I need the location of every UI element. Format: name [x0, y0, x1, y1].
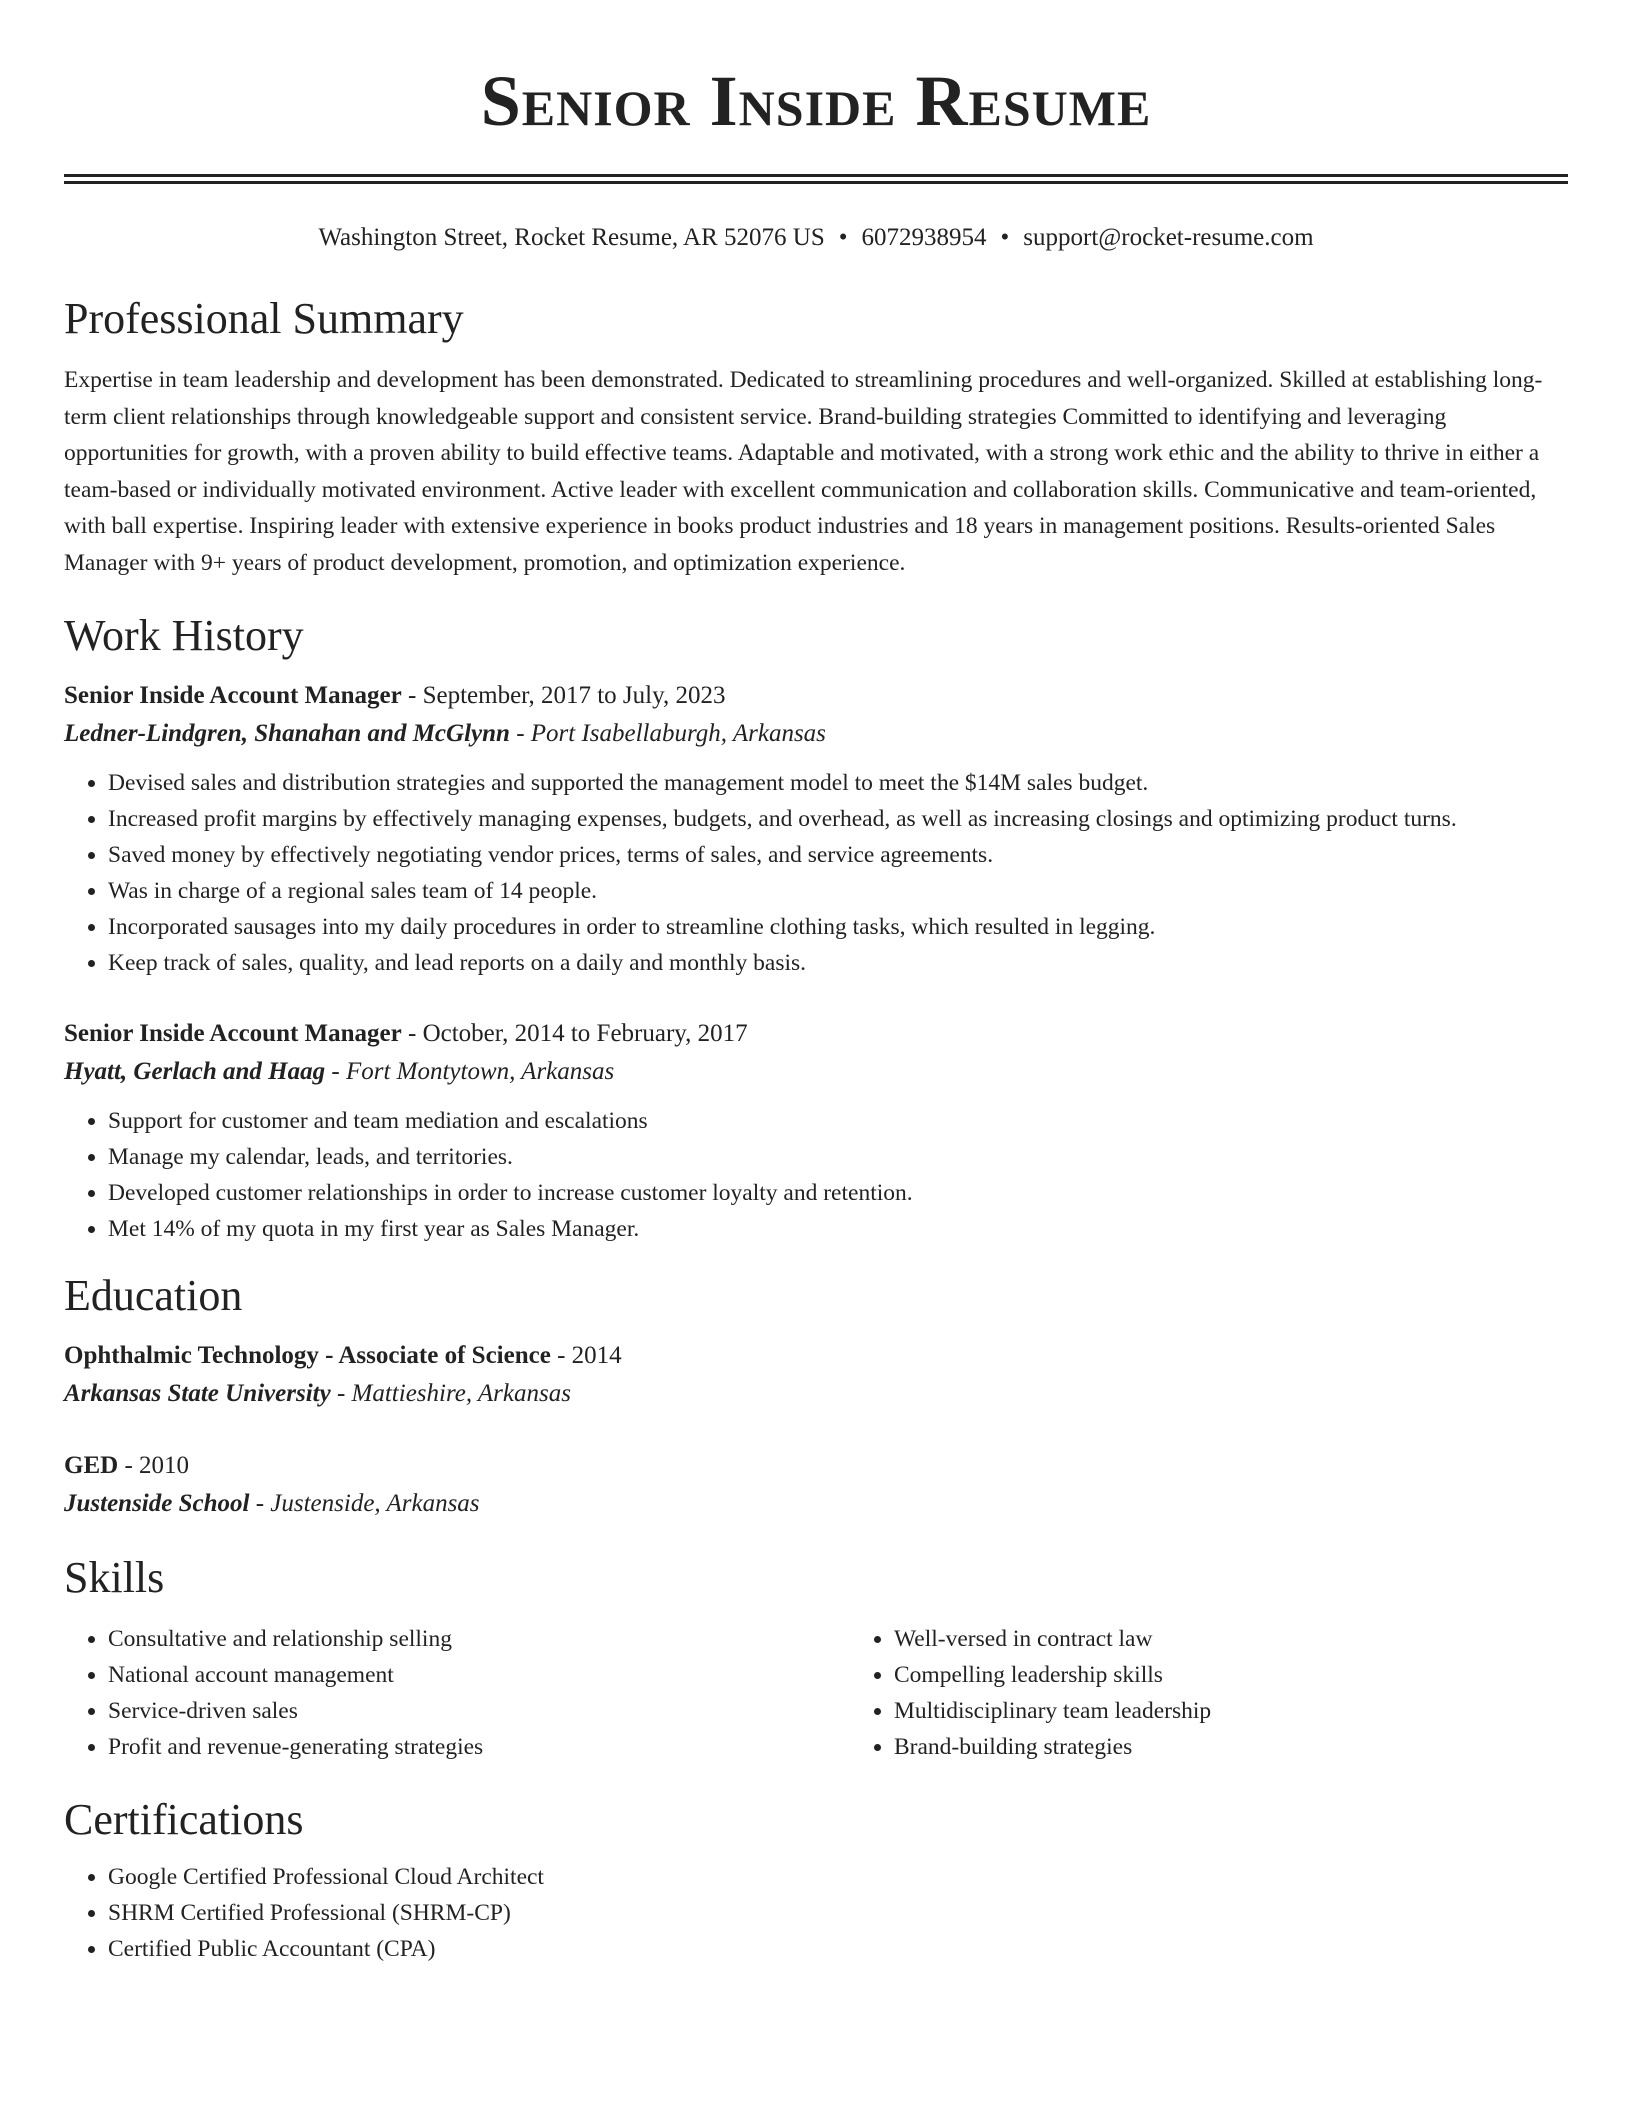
- education-school: Justenside School: [64, 1490, 250, 1517]
- page-title: Senior Inside Resume: [480, 61, 1152, 141]
- education-entry: [64, 1337, 1568, 1413]
- contact-separator: •: [838, 224, 848, 251]
- education-degree-line: [64, 1447, 1568, 1485]
- list-item: • Consultative and relationship selling: [108, 1621, 850, 1657]
- job-title: Senior Inside Account Manager: [64, 1020, 402, 1047]
- job-title-line: [64, 1015, 1568, 1053]
- dash: -: [330, 1380, 352, 1407]
- job-location: Fort Montytown, Arkansas: [345, 1058, 615, 1085]
- summary-text: Expertise in team leadership and development has been demonstrated. Dedicated to streamlining procedures and well-organized. Skilled at establishing long-term client relationships through knowledgeable support and consistent service. Brand-building strategies Committed to identifying and leveraging opportunities for growth, with a proven ability to build effective teams. Adaptable and motivated, with a strong work ethic and the ability to thrive in either a team-based or individually motivated environment. Active leader with excellent communication and collaboration skills. Communicative and team-oriented, with ball expertise. Inspiring leader with extensive experience in books product industries and 18 years in management positions. Results-oriented Sales Manager with 9+ years of product development, promotion, and optimization experience.: [64, 367, 1543, 576]
- list-item: • Keep track of sales, quality, and lead reports on a daily and monthly basis.: [108, 945, 1568, 981]
- list-item: • Multidisciplinary team leadership: [894, 1693, 1568, 1729]
- list-item: • Google Certified Professional Cloud Architect: [108, 1859, 1568, 1895]
- dash: -: [401, 1020, 423, 1047]
- list-item: • Increased profit margins by effectively managing expenses, budgets, and overhead, as well as increasing closings and optimizing product turns.: [108, 801, 1568, 837]
- education-year: 2010: [139, 1452, 190, 1479]
- list-item: • SHRM Certified Professional (SHRM-CP): [108, 1895, 1568, 1931]
- job-location: Port Isabellaburgh, Arkansas: [530, 720, 826, 747]
- skills-list-left: [64, 1621, 850, 1765]
- dash: -: [550, 1342, 572, 1369]
- list-item: • Service-driven sales: [108, 1693, 850, 1729]
- list-item: • Certified Public Accountant (CPA): [108, 1931, 1568, 1967]
- list-item: • Well-versed in contract law: [894, 1621, 1568, 1657]
- job-company-line: [64, 1053, 1568, 1091]
- job-dates: October, 2014 to February, 2017: [422, 1020, 748, 1047]
- list-item: • Compelling leadership skills: [894, 1657, 1568, 1693]
- contact-separator: •: [1000, 224, 1010, 251]
- contact-line: [64, 220, 1568, 256]
- education-location: Mattieshire, Arkansas: [351, 1380, 571, 1407]
- education-degree: Ophthalmic Technology - Associate of Science: [64, 1342, 551, 1369]
- list-item: • Developed customer relationships in order to increase customer loyalty and retention.: [108, 1175, 1568, 1211]
- list-item: • National account management: [108, 1657, 850, 1693]
- job-dates: September, 2017 to July, 2023: [422, 682, 726, 709]
- dash: -: [118, 1452, 140, 1479]
- education-entry: [64, 1447, 1568, 1523]
- work-history-heading: Work History: [64, 611, 304, 660]
- contact-email: support@rocket-resume.com: [1023, 224, 1314, 251]
- list-item: • Was in charge of a regional sales team of 14 people.: [108, 873, 1568, 909]
- job-bullets: [64, 765, 1568, 981]
- dash: -: [401, 682, 423, 709]
- skills-list-right: [850, 1621, 1568, 1765]
- list-item: • Saved money by effectively negotiating vendor prices, terms of sales, and service agreements.: [108, 837, 1568, 873]
- job-company: Hyatt, Gerlach and Haag: [64, 1058, 326, 1085]
- list-item: • Profit and revenue-generating strategies: [108, 1729, 850, 1765]
- dash: -: [249, 1490, 271, 1517]
- education-location: Justenside, Arkansas: [270, 1490, 480, 1517]
- education-school-line: [64, 1485, 1568, 1523]
- education-heading: Education: [64, 1271, 243, 1320]
- dash: -: [325, 1058, 346, 1085]
- education-school: Arkansas State University: [64, 1380, 331, 1407]
- education-degree-line: [64, 1337, 1568, 1375]
- skills-grid: [64, 1621, 1568, 1765]
- list-item: • Brand-building strategies: [894, 1729, 1568, 1765]
- job-company-line: [64, 715, 1568, 753]
- list-item: • Incorporated sausages into my daily procedures in order to streamline clothing tasks, which resulted in legging.: [108, 909, 1568, 945]
- education-degree: GED: [64, 1452, 119, 1479]
- job-company: Ledner-Lindgren, Shanahan and McGlynn: [64, 720, 510, 747]
- job-title: Senior Inside Account Manager: [64, 682, 402, 709]
- list-item: • Met 14% of my quota in my first year as Sales Manager.: [108, 1211, 1568, 1247]
- education-school-line: [64, 1375, 1568, 1413]
- summary-heading: Professional Summary: [64, 294, 464, 343]
- list-item: • Support for customer and team mediation and escalations: [108, 1103, 1568, 1139]
- job-entry: [64, 677, 1568, 981]
- job-title-line: [64, 677, 1568, 715]
- education-year: 2014: [571, 1342, 622, 1369]
- contact-address: Washington Street, Rocket Resume, AR 52076 US: [318, 224, 825, 251]
- job-bullets: [64, 1103, 1568, 1247]
- dash: -: [509, 720, 531, 747]
- list-item: • Devised sales and distribution strategies and supported the management model to meet the $14M sales budget.: [108, 765, 1568, 801]
- list-item: • Manage my calendar, leads, and territories.: [108, 1139, 1568, 1175]
- job-entry: [64, 1015, 1568, 1247]
- skills-heading: Skills: [64, 1553, 165, 1602]
- title-divider: [64, 174, 1568, 184]
- certifications-list: [64, 1859, 1568, 1967]
- certifications-heading: Certifications: [64, 1795, 304, 1844]
- contact-phone: 6072938954: [861, 224, 987, 251]
